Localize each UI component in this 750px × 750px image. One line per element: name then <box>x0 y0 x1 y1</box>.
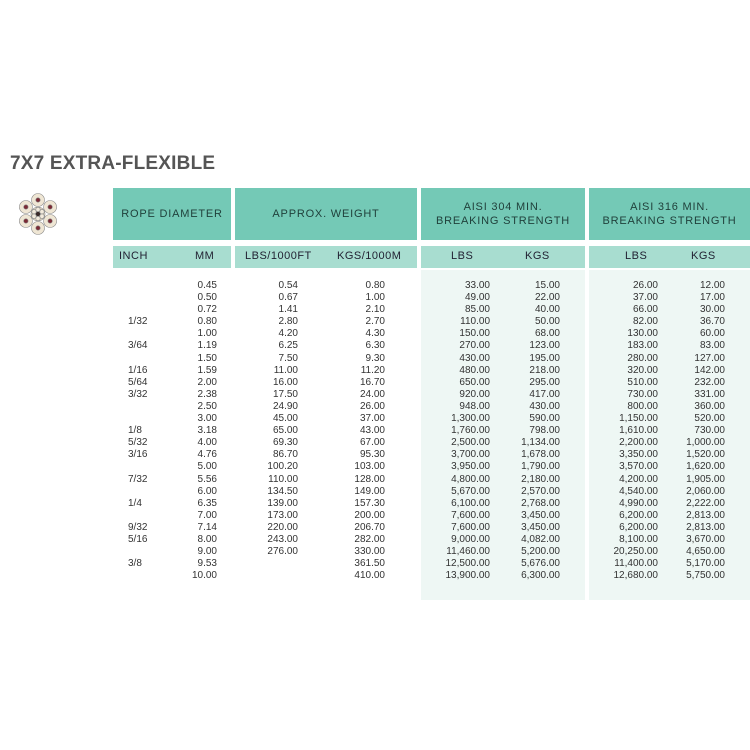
table-cell: 0.45 <box>197 280 217 291</box>
table-cell: 5/64 <box>128 376 148 388</box>
table-cell: 7,600.00 <box>451 521 490 533</box>
table-cell <box>128 304 147 316</box>
table-cell: 110.00 <box>460 316 490 328</box>
table-cell: 33.00 <box>464 280 490 291</box>
table-cell: 12,500.00 <box>445 558 490 570</box>
table-cell: 100.20 <box>267 461 298 473</box>
table-cell: 2,813.00 <box>686 509 725 521</box>
table-cell: 4,650.00 <box>686 546 725 558</box>
table-cell: 43.00 <box>359 425 385 437</box>
table-cell: 2,768.00 <box>521 497 560 509</box>
table-cell: 360.00 <box>694 400 725 412</box>
table-cell <box>128 461 147 473</box>
table-cell: 1.00 <box>197 328 217 340</box>
subheader-lbs-304: LBS <box>451 250 474 262</box>
table-cell: 520.00 <box>694 413 725 425</box>
table-cell: 1.00 <box>365 292 385 304</box>
table-cell: 2.00 <box>197 376 217 388</box>
table-cell: 590.00 <box>529 413 560 425</box>
table-cell: 218.00 <box>529 364 560 376</box>
table-cell: 24.00 <box>359 388 385 400</box>
table-cell: 9.30 <box>365 352 385 364</box>
table-cell: 5,676.00 <box>521 558 560 570</box>
table-cell: 1,150.00 <box>619 413 658 425</box>
table-cell: 5/32 <box>128 437 148 449</box>
table-cell: 85.00 <box>464 304 490 316</box>
table-cell: 480.00 <box>459 364 490 376</box>
table-cell: 3,450.00 <box>521 521 560 533</box>
table-cell: 3.00 <box>197 413 217 425</box>
table-cell: 4,800.00 <box>451 473 490 485</box>
table-cell: 2,180.00 <box>521 473 560 485</box>
table-cell: 3.18 <box>197 425 217 437</box>
subheader-rope-diameter <box>113 246 231 268</box>
table-cell: 1/16 <box>128 364 148 376</box>
table-cell: 127.00 <box>694 352 725 364</box>
table-cell: 0.72 <box>197 304 217 316</box>
table-cell: 24.90 <box>272 400 298 412</box>
header-rope-diameter-label: ROPE DIAMETER <box>121 208 223 220</box>
table-cell: 800.00 <box>627 400 658 412</box>
table-cell: 9.53 <box>197 558 217 570</box>
subheader-lbs-1000ft: LBS/1000FT <box>245 250 312 262</box>
table-cell: 130.00 <box>627 328 658 340</box>
table-cell: 3,350.00 <box>619 449 658 461</box>
table-cell: 276.00 <box>267 546 298 558</box>
table-cell: 40.00 <box>534 304 560 316</box>
table-cell: 3/8 <box>128 558 142 570</box>
table-cell: 331.00 <box>694 388 725 400</box>
table-cell: 3/32 <box>128 388 148 400</box>
table-cell: 7,600.00 <box>451 509 490 521</box>
table-cell: 6.30 <box>365 340 385 352</box>
table-cell: 232.00 <box>694 376 725 388</box>
table-cell: 1,000.00 <box>686 437 725 449</box>
column-lbs-316 <box>598 280 658 582</box>
table-cell: 26.00 <box>632 280 658 291</box>
table-cell: 2,200.00 <box>619 437 658 449</box>
column-lbs-304 <box>430 280 490 582</box>
table-cell: 134.50 <box>267 485 298 497</box>
table-cell: 2.10 <box>365 304 385 316</box>
header-aisi-316 <box>589 188 750 240</box>
column-mm <box>180 280 217 582</box>
table-cell: 1,790.00 <box>521 461 560 473</box>
table-cell: 49.00 <box>464 292 490 304</box>
table-cell: 206.70 <box>354 521 385 533</box>
table-cell: 5,200.00 <box>521 546 560 558</box>
table-cell: 2,813.00 <box>686 521 725 533</box>
table-cell: 6,300.00 <box>521 570 560 582</box>
subheader-mm: MM <box>195 250 215 262</box>
table-cell: 1,610.00 <box>619 425 658 437</box>
table-cell: 13,900.00 <box>445 570 490 582</box>
table-cell: 11,400.00 <box>614 558 658 570</box>
table-cell: 1,134.00 <box>521 437 560 449</box>
table-cell: 3/16 <box>128 449 148 461</box>
table-cell: 10.00 <box>191 570 217 582</box>
table-cell: 16.00 <box>272 376 298 388</box>
table-cell: 243.00 <box>267 533 298 545</box>
table-cell: 1,678.00 <box>521 449 560 461</box>
table-cell <box>128 413 147 425</box>
subheader-aisi-304 <box>421 246 585 268</box>
column-kgs-316 <box>665 280 725 582</box>
table-cell: 0.50 <box>197 292 217 304</box>
table-cell: 82.00 <box>632 316 658 328</box>
table-cell: 430.00 <box>529 400 560 412</box>
table-cell: 5,170.00 <box>686 558 725 570</box>
column-kgs-304 <box>500 280 560 582</box>
table-cell: 1,300.00 <box>451 413 490 425</box>
table-cell: 270.00 <box>459 340 490 352</box>
table-cell: 1/32 <box>128 316 148 328</box>
table-cell: 6.00 <box>197 485 217 497</box>
table-cell: 4,990.00 <box>619 497 658 509</box>
table-cell: 17.50 <box>272 388 298 400</box>
table-cell: 69.30 <box>272 437 298 449</box>
table-cell: 6.35 <box>197 497 217 509</box>
table-cell: 5,670.00 <box>451 485 490 497</box>
header-aisi-304-line2: BREAKING STRENGTH <box>435 215 570 227</box>
table-cell: 11.20 <box>360 364 385 376</box>
table-cell: 149.00 <box>354 485 385 497</box>
table-cell: 330.00 <box>354 546 385 558</box>
table-cell: 280.00 <box>627 352 658 364</box>
subheader-lbs-316: LBS <box>625 250 648 262</box>
table-cell: 5,750.00 <box>686 570 725 582</box>
wire-rope-cross-section-icon <box>14 190 62 238</box>
table-cell: 183.00 <box>627 340 658 352</box>
table-cell: 4.30 <box>365 328 385 340</box>
table-cell: 2.38 <box>197 388 217 400</box>
table-cell: 1,905.00 <box>686 473 725 485</box>
header-aisi-316-line1: AISI 316 MIN. <box>630 201 709 213</box>
table-cell: 103.00 <box>354 461 385 473</box>
table-cell <box>245 570 298 582</box>
page-title: 7X7 EXTRA-FLEXIBLE <box>10 153 216 174</box>
table-cell: 110.00 <box>268 473 298 485</box>
subheader-kgs-304: KGS <box>525 250 550 262</box>
table-cell: 798.00 <box>529 425 560 437</box>
table-cell: 3,450.00 <box>521 509 560 521</box>
subheader-approx-weight <box>235 246 417 268</box>
table-cell: 6.25 <box>278 340 298 352</box>
table-cell: 4,540.00 <box>619 485 658 497</box>
table-cell <box>128 353 147 365</box>
table-cell: 67.00 <box>359 437 385 449</box>
table-cell: 2,570.00 <box>521 485 560 497</box>
table-cell: 5.56 <box>197 473 217 485</box>
table-cell: 8,100.00 <box>619 533 658 545</box>
table-cell: 15.00 <box>534 280 560 291</box>
table-cell: 139.00 <box>267 497 298 509</box>
table-cell: 6,100.00 <box>451 497 490 509</box>
table-cell: 16.70 <box>359 376 385 388</box>
column-inch <box>128 280 147 582</box>
subheader-aisi-316 <box>589 246 750 268</box>
subheader-kgs-1000m: KGS/1000M <box>337 250 402 262</box>
header-rope-diameter <box>113 188 231 240</box>
table-cell: 68.00 <box>534 328 560 340</box>
table-cell: 30.00 <box>699 304 725 316</box>
table-cell: 0.80 <box>197 316 217 328</box>
table-cell: 948.00 <box>459 400 490 412</box>
table-cell: 86.70 <box>272 449 298 461</box>
table-cell: 12,680.00 <box>613 570 658 582</box>
header-approx-weight <box>235 188 417 240</box>
header-aisi-304-line1: AISI 304 MIN. <box>463 201 543 213</box>
table-cell: 2.70 <box>365 316 385 328</box>
table-cell: 60.00 <box>699 328 725 340</box>
subheader-kgs-316: KGS <box>691 250 716 262</box>
table-cell: 9,000.00 <box>451 533 490 545</box>
table-cell: 920.00 <box>459 388 490 400</box>
table-cell: 320.00 <box>627 364 658 376</box>
table-cell: 4,082.00 <box>521 533 560 545</box>
table-cell <box>128 546 147 558</box>
table-cell: 1,520.00 <box>686 449 725 461</box>
column-lbs-1000ft <box>245 280 298 582</box>
table-cell <box>128 486 147 498</box>
table-cell: 66.00 <box>632 304 658 316</box>
header-aisi-316-line2: BREAKING STRENGTH <box>602 215 737 227</box>
table-cell: 200.00 <box>354 509 385 521</box>
table-cell: 730.00 <box>627 388 658 400</box>
table-cell: 1.50 <box>197 352 217 364</box>
table-cell: 20,250.00 <box>613 546 658 558</box>
table-cell: 22.00 <box>534 292 560 304</box>
table-cell: 3,570.00 <box>619 461 658 473</box>
table-cell <box>128 328 147 340</box>
table-cell: 8.00 <box>197 533 217 545</box>
table-cell: 3/64 <box>128 340 148 352</box>
table-cell: 150.00 <box>459 328 490 340</box>
table-cell: 7/32 <box>128 473 148 485</box>
table-cell: 4.00 <box>197 437 217 449</box>
table-cell: 361.50 <box>354 558 385 570</box>
table-cell: 0.80 <box>365 280 385 291</box>
table-cell: 5.00 <box>197 461 217 473</box>
table-cell: 12.00 <box>699 280 725 291</box>
table-cell: 1/8 <box>128 425 142 437</box>
table-cell <box>128 570 147 582</box>
column-kgs-1000m <box>330 280 385 582</box>
table-cell: 3,670.00 <box>686 533 725 545</box>
table-cell: 295.00 <box>529 376 560 388</box>
table-cell: 65.00 <box>272 425 298 437</box>
table-cell: 4.76 <box>197 449 217 461</box>
table-cell <box>128 280 147 292</box>
table-cell: 6,200.00 <box>619 509 658 521</box>
table-cell: 123.00 <box>529 340 560 352</box>
table-cell: 3,950.00 <box>451 461 490 473</box>
table-cell: 3,700.00 <box>451 449 490 461</box>
table-cell: 9.00 <box>197 546 217 558</box>
table-cell: 37.00 <box>359 413 385 425</box>
table-cell: 282.00 <box>354 533 385 545</box>
table-cell: 2,060.00 <box>686 485 725 497</box>
table-cell: 11,460.00 <box>446 546 490 558</box>
table-cell: 26.00 <box>359 400 385 412</box>
table-cell: 128.00 <box>354 473 385 485</box>
table-cell: 2,500.00 <box>451 437 490 449</box>
table-cell: 7.14 <box>197 521 217 533</box>
table-cell: 50.00 <box>534 316 560 328</box>
table-cell: 1.41 <box>278 304 298 316</box>
table-cell: 510.00 <box>627 376 658 388</box>
table-cell: 1,620.00 <box>686 461 725 473</box>
table-cell: 195.00 <box>529 352 560 364</box>
table-cell: 410.00 <box>354 570 385 582</box>
table-cell: 1.59 <box>197 364 217 376</box>
subheader-inch: INCH <box>119 250 148 262</box>
table-cell: 173.00 <box>267 509 298 521</box>
table-cell: 7.00 <box>197 509 217 521</box>
table-cell: 430.00 <box>459 352 490 364</box>
table-cell: 1,760.00 <box>451 425 490 437</box>
table-cell: 45.00 <box>272 413 298 425</box>
table-cell <box>245 558 298 570</box>
table-cell: 6,200.00 <box>619 521 658 533</box>
table-cell: 9/32 <box>128 521 148 533</box>
table-cell: 142.00 <box>694 364 725 376</box>
table-cell: 0.67 <box>278 292 298 304</box>
table-cell: 5/16 <box>128 533 148 545</box>
table-cell: 417.00 <box>529 388 560 400</box>
table-cell <box>128 510 147 522</box>
table-cell: 95.30 <box>359 449 385 461</box>
table-cell: 650.00 <box>459 376 490 388</box>
header-aisi-304 <box>421 188 585 240</box>
table-cell: 2.50 <box>197 400 217 412</box>
header-approx-weight-label: APPROX. WEIGHT <box>272 208 380 220</box>
table-cell: 2,222.00 <box>686 497 725 509</box>
table-cell: 1.19 <box>197 340 217 352</box>
table-cell: 730.00 <box>694 425 725 437</box>
table-cell: 11.00 <box>273 364 298 376</box>
table-cell <box>128 292 147 304</box>
table-cell: 36.70 <box>699 316 725 328</box>
table-cell <box>128 401 147 413</box>
table-cell: 2.80 <box>278 316 298 328</box>
table-cell: 0.54 <box>278 280 298 291</box>
table-cell: 7.50 <box>278 352 298 364</box>
table-cell: 37.00 <box>632 292 658 304</box>
table-cell: 83.00 <box>699 340 725 352</box>
table-cell: 220.00 <box>267 521 298 533</box>
table-cell: 157.30 <box>354 497 385 509</box>
table-cell: 4.20 <box>278 328 298 340</box>
table-cell: 4,200.00 <box>619 473 658 485</box>
table-cell: 1/4 <box>128 497 142 509</box>
table-cell: 17.00 <box>699 292 725 304</box>
